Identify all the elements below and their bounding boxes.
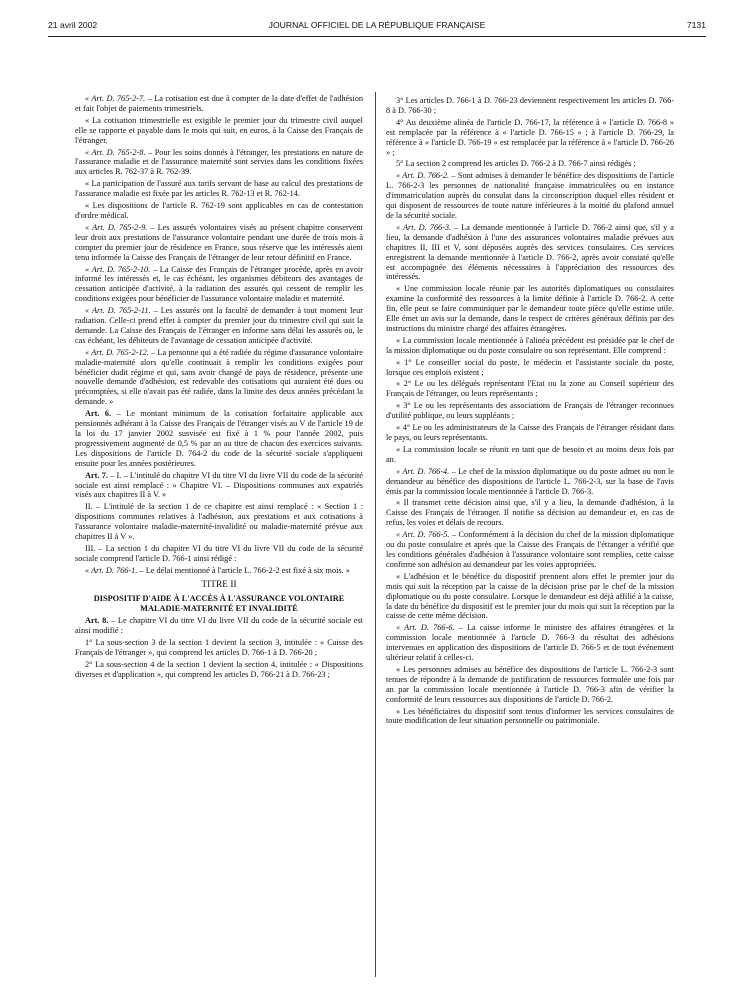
paragraph bbox=[386, 623, 674, 663]
paragraph-text: – La personne qui a été radiée du régime d'assurance volontaire maladie-maternité alors qu'elle continuait à remplir les conditions exigées pour bénéficier dudit régime et qui, sans avoir changé de pays de résidence, présente une nouvelle demande d'adhésion, est redevable des cotisations qui auraient été dues ou précomptées, si elle n'avait pas été radiée, dans la limite des deux années précédant la demande. » bbox=[75, 347, 363, 407]
article-reference: « Art. D. 765-2-12. bbox=[85, 347, 149, 357]
paragraph-text: – La demande mentionnée à l'article D. 766-2 ainsi que, s'il y a lieu, la demande d'adhésion à l'une des assurances volontaires maladie prévues aux chapitres II, III et V, sont déposées auprès des services consulaires. Ces services enregistrent la demande mentionnée à l'article D. 766-2, après avoir constaté qu'elle est accompagnée des éléments nécessaires à l'appréciation des ressources des intéressés. bbox=[386, 222, 674, 282]
paragraph bbox=[386, 572, 674, 622]
article-label: Art. 7. bbox=[85, 470, 108, 480]
paragraph bbox=[386, 530, 674, 570]
paragraph-text: III. – La section 1 du chapitre VI du titre VI du livre VII du code de la sécurité sociale comprend l'article D. 766-1 ainsi rédigé : bbox=[75, 543, 363, 563]
paragraph-text: – La Caisse des Français de l'étranger procède, après en avoir informé les intéressés et, le cas échéant, les organismes débiteurs des avantages de cessation anticipée d'activité, à la radiation des assurés qui cessent de remplir les conditions exigées pour bénéficier de l'assurance volontaire maladie et maternité. bbox=[75, 264, 363, 304]
paragraph-text: 4° Au deuxième alinéa de l'article D. 766-17, la référence à « l'article D. 766-8 » est remplacée par la référence à « l'article D. 766-15 » ; à l'article D. 766-29, la référence à « l'article D. 766-19 » est remplacée par la référence à « l'article D. 766-26 » ; bbox=[386, 117, 674, 157]
paragraph-text: – Conformément à la décision du chef de la mission diplomatique ou du poste consulaire et après que la Caisse des Français de l'étranger a vérifié que les conditions générales d'adhésion à l'assurance volontaire sont remplies, cette caisse confirme son adhésion au demandeur par les voies appropriées. bbox=[386, 530, 674, 569]
paragraph-text: 2° La sous-section 4 de la section 1 devient la section 4, intitulée : « Dispositions diverses et d'application », qui comprend les articles D. 766-21 à D. 766-23 ; bbox=[75, 660, 363, 679]
article-reference: « Art. D. 766-3. bbox=[396, 222, 452, 232]
paragraph bbox=[386, 498, 674, 528]
paragraph bbox=[75, 148, 363, 178]
paragraph bbox=[386, 118, 674, 158]
column-divider bbox=[375, 92, 376, 977]
paragraph bbox=[75, 660, 363, 680]
paragraph bbox=[75, 201, 363, 221]
paragraph-text: – Le chef de la mission diplomatique ou du poste admet ou non le demandeur au bénéfice des dispositions de l'article L. 766-2-3, sur la base de l'avis émis par la commission locale mentionnée à l'article D. 766-3. bbox=[386, 466, 674, 496]
article-label: Art. 8. bbox=[85, 616, 109, 626]
article-reference: « Art. D. 766-5. bbox=[396, 530, 450, 540]
paragraph-text: « 4° Le ou les administrateurs de la Caisse des Français de l'étranger résidant dans le pays, ou leurs représentants. bbox=[386, 423, 674, 442]
paragraph bbox=[75, 265, 363, 305]
paragraph-text: – Le délai mentionné à l'article L. 766-2-2 est fixé à six mois. » bbox=[137, 565, 350, 575]
paragraph bbox=[75, 306, 363, 346]
paragraph-text: « L'adhésion et le bénéfice du dispositif prennent alors effet le premier jour du mois qui suit la réception par la caisse de la décision prise par le chef de la mission diplomatique ou du poste consulaire. Lorsque le demandeur est déjà affilié à la caisse, la date du bénéfice du dispositif est le premier jour du mois qui suit la réception par la caisse de cette même décision. bbox=[386, 571, 674, 621]
article-reference: « Art. D. 766-6. bbox=[396, 623, 455, 633]
section-heading: DISPOSITIF D'AIDE À L'ACCÈS À L'ASSURANCE VOLONTAIRE MALADIE-MATERNITÉ ET INVALIDITÉ bbox=[93, 593, 345, 613]
paragraph bbox=[386, 96, 674, 116]
header-page-number: 7131 bbox=[686, 20, 706, 30]
article-reference: « Art. D. 766-4. bbox=[396, 466, 450, 476]
paragraph-text: « La participation de l'assuré aux tarifs servant de base au calcul des prestations de l'assurance maladie est fixée par les articles R. 762-13 et R. 762-14. bbox=[75, 179, 363, 199]
paragraph-text: – Pour les soins donnés à l'étranger, les prestations en nature de l'assurance maladie et de l'assurance maternité sont servies dans les conditions fixées aux articles R. 762-37 à R. 762-39. bbox=[75, 147, 363, 177]
page-header bbox=[48, 20, 706, 34]
paragraph bbox=[386, 665, 674, 705]
paragraph-text: « Les bénéficiaires du dispositif sont tenus d'informer les services consulaires de toute modification de leur situation personnelle ou patrimoniale. bbox=[386, 706, 674, 726]
paragraph bbox=[75, 179, 363, 199]
paragraph-text: « 2° Le ou les délégués représentant l'Etat ou la zone au Conseil supérieur des Français de l'étranger, ou leurs représentants ; bbox=[386, 379, 674, 399]
paragraph-text: – I. – L'intitulé du chapitre VI du titre VI du livre VII du code de la sécurité sociale est ainsi remplacé : « Chapitre VI. – Dispositions communes aux expatriés visés aux chapitres II à V. » bbox=[75, 470, 363, 500]
paragraph-text: II. – L'intitulé de la section 1 de ce chapitre est ainsi remplacé : « Section 1 : dispositions communes relatives à l'adhésion, aux prestations et aux cotisations à l'assurance volontaire maladie-maternité-invalidité ou maladie-maternité prévue aux chapitres II à V ». bbox=[75, 502, 363, 542]
paragraph bbox=[386, 379, 674, 399]
header-rule bbox=[48, 36, 706, 37]
paragraph bbox=[386, 284, 674, 334]
header-date: 21 avril 2002 bbox=[48, 20, 98, 30]
article-reference: « Art. D. 765-2-10. bbox=[85, 264, 151, 274]
paragraph bbox=[75, 471, 363, 501]
paragraph-text: « Il transmet cette décision ainsi que, s'il y a lieu, la demande d'adhésion, à la Caisse des Français de l'étranger. Il notifie sa décision au demandeur et, en cas de refus, les voies et délais de recours. bbox=[386, 498, 674, 528]
article-label: Art. 6. bbox=[85, 409, 112, 419]
right-column bbox=[386, 96, 674, 728]
paragraph-text: – Le chapitre VI du titre VI du livre VII du code de la sécurité sociale est ainsi modifié : bbox=[75, 616, 363, 636]
paragraph bbox=[386, 336, 674, 356]
paragraph-text: – Sont admises à demander le bénéfice des dispositions de l'article L. 766-2-3 les personnes de nationalité française immatriculées ou en instance d'immatriculation auprès du consulat dans la circonscription duquel elles résident et qui disposent de ressources de toute nature inférieures à la moitié du plafond annuel de la sécurité sociale. bbox=[386, 171, 674, 220]
paragraph bbox=[386, 445, 674, 465]
paragraph bbox=[75, 94, 363, 114]
paragraph bbox=[386, 171, 674, 221]
paragraph bbox=[386, 707, 674, 727]
paragraph-text: 1° La sous-section 3 de la section 1 devient la section 3, intitulée : « Caisse des Français de l'étranger », qui comprend les articles D. 766-1 à D. 766-20 ; bbox=[75, 638, 363, 658]
paragraph bbox=[75, 616, 363, 636]
paragraph-text: – Le montant minimum de la cotisation forfaitaire applicable aux pensionnés adhérant à la Caisse des Français de l'étranger visés au V de l'article 19 de la loi du 17 janvier 2002 susvisée est fixé à 1 % pour l'année 2002, puis progressivement augmenté de 0,5 % par an au titre de chacun des exercices suivants. Les dispositions de l'article D. 764-2 du code de la sécurité sociale s'appliquent ensuite pour les années postérieures. bbox=[75, 409, 363, 468]
paragraph bbox=[75, 409, 363, 468]
article-reference: « Art. D. 765-2-7. bbox=[85, 94, 146, 103]
titre-heading: TITRE II bbox=[201, 579, 237, 590]
article-reference: « Art. D. 765-2-9. bbox=[85, 222, 148, 232]
paragraph-text: « Les personnes admises au bénéfice des dispositions de l'article L. 766-2-3 sont tenues de répondre à la demande de justification de ressources formulée une fois par an par la commission locale mentionnée à l'article D. 766-3 afin de vérifier la conformité de leurs ressources aux dispositions de l'article D. 766-2. bbox=[386, 664, 674, 704]
article-reference: « Art. D. 765-2-8. bbox=[85, 147, 146, 157]
article-reference: « Art. D. 765-2-11. bbox=[85, 306, 151, 316]
paragraph bbox=[386, 223, 674, 282]
paragraph bbox=[75, 638, 363, 658]
paragraph-text: « La cotisation trimestrielle est exigible le premier jour du trimestre civil auquel elle se rapporte et payable dans le mois qui suit, en euros, à la Caisse des Français de l'étranger. bbox=[75, 115, 363, 145]
paragraph bbox=[386, 423, 674, 443]
paragraph-text: « Une commission locale réunie par les autorités diplomatiques ou consulaires examine la conformité des ressources à la limite définie à l'article D. 766-2. A cette fin, elle peut se faire communiquer par le demandeur toute pièce qu'elle estime utile. Elle émet un avis sur la demande, dans le respect de critères généraux définis par des instructions du ministre chargé des affaires étrangères. bbox=[386, 284, 674, 333]
paragraph bbox=[75, 566, 363, 576]
paragraph bbox=[386, 401, 674, 421]
paragraph bbox=[75, 544, 363, 564]
paragraph-text: « 1° Le conseiller social du poste, le médecin et l'assistante sociale du poste, lorsque ces emplois existent ; bbox=[386, 357, 674, 377]
paragraph bbox=[386, 159, 674, 169]
paragraph-text: « La commission locale mentionnée à l'alinéa précédent est présidée par le chef de la mission diplomatique ou du poste consulaire ou son représentant. Elle comprend : bbox=[386, 335, 674, 355]
paragraph-text: – Les assurés volontaires visés au présent chapitre conservent leur droit aux prestations de l'assurance volontaire pendant une durée de trois mois à compter du premier jour de résidence en France, sous réserve que les intéressés aient tenu informée la Caisse des Français de l'étranger de leur retour définitif en France. bbox=[75, 222, 363, 262]
paragraph bbox=[75, 223, 363, 263]
paragraph-text: « Les dispositions de l'article R. 762-19 sont applicables en cas de contestation d'ordre médical. bbox=[75, 201, 363, 220]
paragraph bbox=[386, 467, 674, 497]
article-reference: « Art. D. 766-2. bbox=[396, 171, 450, 181]
paragraph-text: – La cotisation est due à compter de la date d'effet de l'adhésion et fait l'objet de paiements trimestriels. bbox=[75, 94, 364, 113]
paragraph-text: 3° Les articles D. 766-1 à D. 766-23 deviennent respectivement les articles D. 766-8 à D. 766-30 ; bbox=[386, 96, 674, 115]
paragraph-text: – La caisse informe le ministre des affaires étrangères et la commission locale mentionnée à l'article D. 766-3 du résultat des adhésions intervenues en application des dispositions de l'article D. 766-5 et de tout événement ultérieur relatif à celles-ci. bbox=[386, 623, 674, 663]
paragraph-text: 5° La section 2 comprend les articles D. 766-2 à D. 766-7 ainsi rédigés ; bbox=[396, 159, 636, 169]
paragraph bbox=[75, 502, 363, 542]
paragraph-text: « 3° Le ou les représentants des associations de Français de l'étranger reconnues d'utilité publique, ou leurs suppléants ; bbox=[386, 401, 674, 421]
paragraph-text: – Les assurés ont la faculté de demander à tout moment leur radiation. Celle-ci prend effet à compter du premier jour du trimestre civil qui suit la demande. La Caisse des Français de l'étranger en informe sans délai les assurés ou, le cas échéant, les débiteurs de l'avantage de cessation anticipée d'activité. bbox=[75, 306, 363, 345]
paragraph bbox=[75, 348, 363, 407]
paragraph bbox=[386, 358, 674, 378]
paragraph-text: « La commission locale se réunit en tant que de besoin et au moins deux fois par an. bbox=[386, 444, 674, 464]
left-column bbox=[75, 94, 363, 682]
header-journal-title: JOURNAL OFFICIEL DE LA RÉPUBLIQUE FRANÇAISE bbox=[268, 20, 486, 30]
paragraph bbox=[75, 116, 363, 146]
article-reference: « Art. D. 766-1. bbox=[85, 565, 138, 575]
